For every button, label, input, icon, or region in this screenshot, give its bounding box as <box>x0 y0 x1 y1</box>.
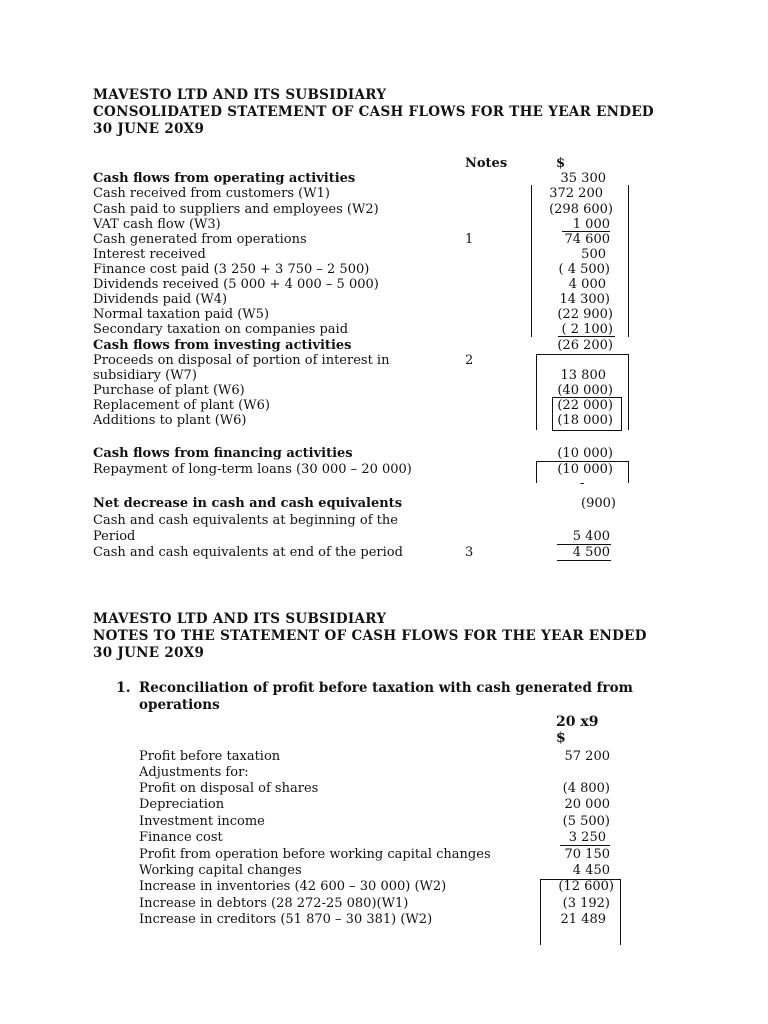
net-decrease-title: Net decrease in cash and cash equivalents <box>93 496 403 511</box>
notes-heading-line-1: MAVESTO LTD AND ITS SUBSIDIARY <box>93 611 387 627</box>
bracket-line-right <box>628 185 629 337</box>
reconciliation-row-label: Working capital changes <box>139 863 302 878</box>
reconciliation-row-amount: (5 500) <box>562 814 610 829</box>
financing-section-amount: (10 000) <box>557 446 613 461</box>
operating-row-label: Cash received from customers (W1) <box>93 186 330 201</box>
operating-row-label: Secondary taxation on companies paid <box>93 322 349 337</box>
plant-bracket-box <box>552 397 622 431</box>
operating-section-amount: 35 300 <box>560 171 606 186</box>
notes-heading-line-2: NOTES TO THE STATEMENT OF CASH FLOWS FOR THE YEAR ENDED <box>93 628 647 644</box>
subtotal-underline <box>560 845 610 846</box>
operating-row-label: Interest received <box>93 247 206 262</box>
investing-row-label: subsidiary (W7) <box>93 368 197 383</box>
investing-row-label: Additions to plant (W6) <box>93 413 247 428</box>
note-item-number: 1. <box>116 680 131 696</box>
operating-section-title: Cash flows from operating activities <box>93 171 356 186</box>
investing-row-amount: 13 800 <box>560 368 606 383</box>
reconciliation-row-label: Investment income <box>139 814 265 829</box>
reconciliation-row-amount: 70 150 <box>564 847 610 862</box>
investing-section-amount: (26 200) <box>557 338 613 353</box>
investing-row-label: Purchase of plant (W6) <box>93 383 245 398</box>
bracket-line-left <box>536 354 537 430</box>
reconciliation-row-label: Increase in creditors (51 870 – 30 381) (W2) <box>139 912 433 927</box>
reconciliation-row-label: Increase in inventories (42 600 – 30 000) (W2) <box>139 879 447 894</box>
reconciliation-row-label: Profit from operation before working capital changes <box>139 847 491 862</box>
reconciliation-row-amount: (4 800) <box>562 781 610 796</box>
investing-row-amount: (18 000) <box>557 413 613 428</box>
amount-column-header: $ <box>556 156 566 171</box>
operating-row-label: Finance cost paid (3 250 + 3 750 – 2 500) <box>93 262 370 277</box>
year-column-header: 20 x9 <box>556 714 599 730</box>
operating-row-amount: 500 <box>581 247 606 262</box>
opening-balance-label: Cash and cash equivalents at beginning of the <box>93 513 398 528</box>
investing-row-amount: (40 000) <box>557 383 613 398</box>
bracket-line-right <box>628 354 629 430</box>
reconciliation-row-amount: (3 192) <box>562 896 610 911</box>
operating-row-label: VAT cash flow (W3) <box>93 217 221 232</box>
statement-heading-line-3: 30 JUNE 20X9 <box>93 121 205 137</box>
reconciliation-row-label: Finance cost <box>139 830 223 845</box>
investing-row-label: Proceeds on disposal of portion of interest in <box>93 353 390 368</box>
investing-row-note: 2 <box>465 353 474 368</box>
operating-row-amount: 4 000 <box>568 277 606 292</box>
opening-balance-amount: 5 400 <box>572 529 610 544</box>
operating-row-note: 1 <box>465 232 474 247</box>
financing-dash: - <box>580 476 585 491</box>
operating-row-amount: ( 2 100) <box>561 322 613 337</box>
investing-row-amount: (22 000) <box>557 398 613 413</box>
note-item-title: Reconciliation of profit before taxation with cash generated from <box>139 680 633 696</box>
operating-row-label: Cash generated from operations <box>93 232 307 247</box>
net-decrease-amount: (900) <box>581 496 616 511</box>
notes-amount-column-header: $ <box>556 730 566 746</box>
operating-row-label: Normal taxation paid (W5) <box>93 307 270 322</box>
investing-row-label: Replacement of plant (W6) <box>93 398 270 413</box>
bracket-line-left <box>536 461 537 483</box>
operating-row-amount: (22 900) <box>557 307 613 322</box>
notes-column-header: Notes <box>465 156 508 171</box>
financing-row-label: Repayment of long-term loans (30 000 – 20 000) <box>93 462 412 477</box>
reconciliation-row-amount: 57 200 <box>564 749 610 764</box>
bracket-line-left <box>540 879 541 945</box>
reconciliation-row-amount: 21 489 <box>560 912 606 927</box>
note-item-title: operations <box>139 697 220 713</box>
operating-row-label: Cash paid to suppliers and employees (W2) <box>93 202 379 217</box>
reconciliation-row-label: Increase in debtors (28 272-25 080)(W1) <box>139 896 409 911</box>
reconciliation-row-amount: (12 600) <box>558 879 614 894</box>
financing-row-amount: (10 000) <box>557 462 613 477</box>
statement-heading-line-2: CONSOLIDATED STATEMENT OF CASH FLOWS FOR THE YEAR ENDED <box>93 104 654 120</box>
bracket-line-right <box>620 879 621 945</box>
total-underline <box>557 560 611 561</box>
reconciliation-row-amount: 3 250 <box>568 830 606 845</box>
investing-section-title: Cash flows from investing activities <box>93 338 352 353</box>
reconciliation-row-label: Adjustments for: <box>139 765 249 780</box>
reconciliation-row-label: Profit on disposal of shares <box>139 781 319 796</box>
operating-row-label: Dividends paid (W4) <box>93 292 228 307</box>
financing-section-title: Cash flows from financing activities <box>93 446 353 461</box>
bracket-line-left <box>531 185 532 337</box>
operating-row-amount: ( 4 500) <box>558 262 610 277</box>
reconciliation-row-label: Depreciation <box>139 797 225 812</box>
operating-row-amount: 372 200 <box>549 186 603 201</box>
bracket-line-right <box>628 461 629 483</box>
reconciliation-row-label: Profit before taxation <box>139 749 281 764</box>
notes-heading-line-3: 30 JUNE 20X9 <box>93 645 205 661</box>
bracket-line-top <box>536 354 628 355</box>
operating-row-amount: 74 600 <box>564 232 610 247</box>
reconciliation-row-amount: 4 450 <box>572 863 610 878</box>
reconciliation-row-amount: 20 000 <box>564 797 610 812</box>
operating-row-label: Dividends received (5 000 + 4 000 – 5 000) <box>93 277 379 292</box>
operating-row-amount: 1 000 <box>572 217 610 232</box>
opening-balance-label: Period <box>93 529 136 544</box>
statement-heading-line-1: MAVESTO LTD AND ITS SUBSIDIARY <box>93 87 387 103</box>
closing-balance-amount: 4 500 <box>572 545 610 560</box>
closing-balance-label: Cash and cash equivalents at end of the period <box>93 545 403 560</box>
closing-balance-note: 3 <box>465 545 474 560</box>
operating-row-amount: (298 600) <box>549 202 613 217</box>
operating-row-amount: 14 300) <box>559 292 610 307</box>
subtotal-underline <box>558 336 615 337</box>
